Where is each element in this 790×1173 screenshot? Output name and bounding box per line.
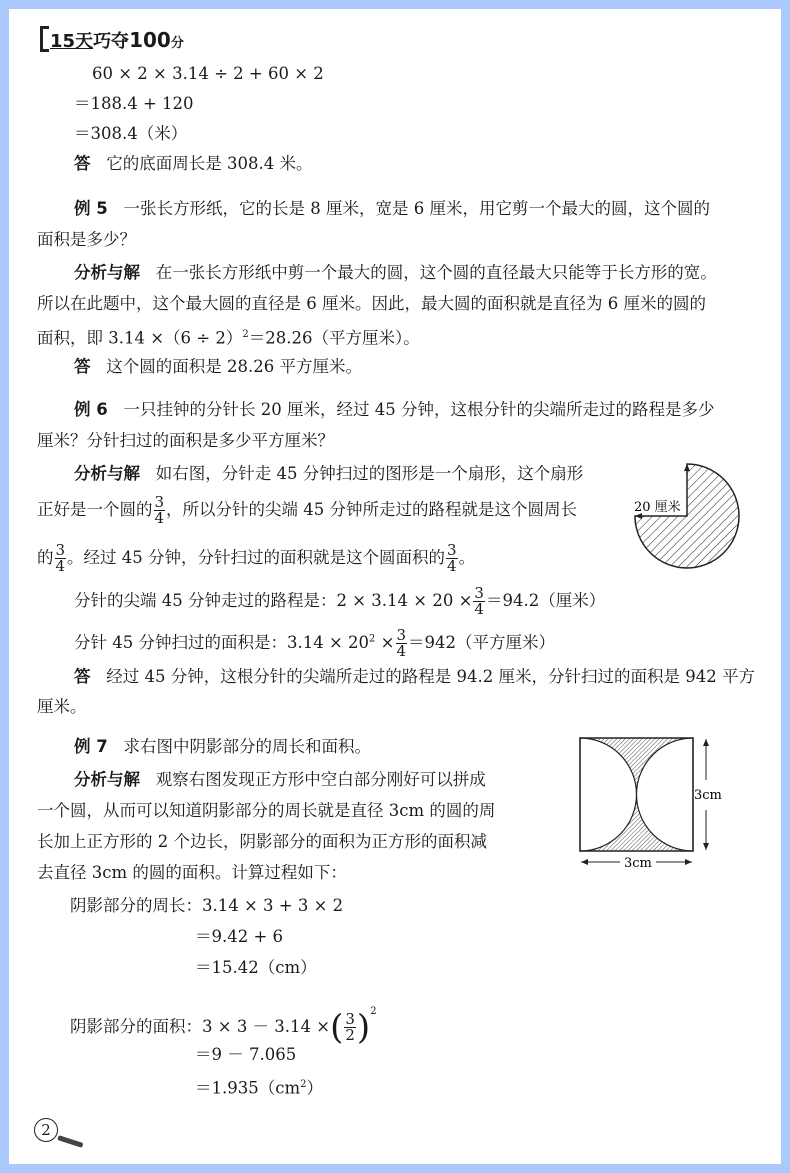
example7-analysis-line-3: 长加上正方形的 2 个边长，阴影部分的面积为正方形的面积减 xyxy=(37,832,487,851)
denominator: 4 xyxy=(396,642,407,660)
example5-analysis-line-3 xyxy=(37,325,420,349)
prev-answer xyxy=(74,154,312,174)
example7-analysis-line-1 xyxy=(74,770,486,790)
area-calc-line-1 xyxy=(70,1002,377,1048)
exponent: 2 xyxy=(370,1006,377,1017)
denominator: 4 xyxy=(55,557,66,575)
fraction-three-quarters xyxy=(396,628,408,659)
example6-question-line-1 xyxy=(74,400,714,420)
example6-calc-2 xyxy=(74,628,555,659)
example5-analysis-line-1 xyxy=(74,263,717,283)
area-result: ＝1.935（cm xyxy=(195,1078,301,1098)
example6-label: 例 6 xyxy=(74,400,108,419)
example5-question-line-2: 面积是多少？ xyxy=(37,230,136,249)
prev-calc-line-2: ＝188.4 + 120 xyxy=(74,94,194,113)
analysis-formula: 面积，即 3.14 ×（6 ÷ 2） xyxy=(37,328,243,348)
fraction-three-quarters xyxy=(473,586,485,617)
analysis-result: ＝28.26（平方厘米）。 xyxy=(248,328,420,348)
example5-question-line-1 xyxy=(74,199,710,219)
arrow-down-icon xyxy=(703,843,709,850)
fraction-three-quarters xyxy=(446,543,458,574)
fraction-three-quarters xyxy=(55,543,67,574)
area-label: 阴影部分的面积： xyxy=(70,1017,202,1036)
answer-label: 答 xyxy=(74,357,91,376)
calc-text: 分针的尖端 45 分钟走过的路程是：2 × 3.14 × 20 × xyxy=(74,591,473,610)
logo-text: 巧夺 xyxy=(93,31,130,52)
perimeter-formula: 3.14 × 3 + 3 × 2 xyxy=(202,896,344,915)
denominator: 4 xyxy=(154,509,165,527)
example7-label: 例 7 xyxy=(74,737,108,756)
numerator: 3 xyxy=(396,626,407,644)
denominator: 2 xyxy=(345,1026,355,1044)
analysis-label: 分析与解 xyxy=(74,263,140,282)
fraction-three-quarters xyxy=(154,495,166,526)
right-paren: ) xyxy=(356,1007,371,1048)
analysis-text: 的 xyxy=(37,548,54,567)
calc-text: 分针 45 分钟扫过的面积是：3.14 × 20 xyxy=(74,633,370,652)
calc-text: × xyxy=(375,633,395,652)
perimeter-calc-line-2: ＝9.42 + 6 xyxy=(195,927,284,946)
calc-result: ＝942（平方厘米） xyxy=(408,633,556,652)
numerator: 3 xyxy=(154,493,165,511)
arrow-right-icon xyxy=(685,859,692,865)
area-calc-line-2: ＝9 － 7.065 xyxy=(195,1045,297,1064)
denominator: 4 xyxy=(474,600,484,618)
example6-question-line-2: 厘米？分针扫过的面积是多少平方厘米？ xyxy=(37,431,334,450)
example5-analysis-line-2: 所以在此题中，这个最大圆的直径是 6 厘米。因此，最大圆的面积就是直径为 6 厘米的圆的 xyxy=(37,294,706,313)
example6-answer-line-1 xyxy=(74,667,755,687)
analysis-text: 。经过 45 分钟，分针扫过的面积就是这个圆面积的 xyxy=(67,548,446,567)
answer-text: 它的底面周长是 308.4 米。 xyxy=(106,154,313,173)
example5-question-text: 一张长方形纸，它的长是 8 厘米，宽是 6 厘米，用它剪一个最大的圆，这个圆的 xyxy=(123,199,710,218)
analysis-text: ，所以分针的尖端 45 分钟所走过的路程就是这个圆周长 xyxy=(166,500,578,519)
example7-question-text: 求右图中阴影部分的周长和面积。 xyxy=(123,737,371,756)
logo-number: 100 xyxy=(129,28,171,52)
book-title-logo xyxy=(40,26,184,53)
fraction-three-halves xyxy=(344,1012,356,1043)
prev-calc-line-3: ＝308.4（米） xyxy=(74,124,188,143)
example6-analysis-line-2 xyxy=(37,495,577,526)
example7-analysis-line-4: 去直径 3cm 的圆的面积。计算过程如下： xyxy=(37,863,347,882)
example6-question-text: 一只挂钟的分针长 20 厘米，经过 45 分钟，这根分针的尖端所走过的路程是多少 xyxy=(123,400,715,419)
answer-label: 答 xyxy=(74,667,91,686)
analysis-text: 在一张长方形纸中剪一个最大的圆，这个圆的直径最大只能等于长方形的宽。 xyxy=(155,263,717,282)
arrow-left-icon xyxy=(581,859,588,865)
page-number-magnifier-icon xyxy=(34,1118,58,1142)
exponent: 2 xyxy=(300,1079,307,1090)
analysis-text: 正好是一个圆的 xyxy=(37,500,153,519)
left-paren: ( xyxy=(330,1007,344,1048)
area-calc-line-3 xyxy=(195,1075,323,1099)
example6-analysis-line-3 xyxy=(37,543,475,574)
logo-bracket-icon xyxy=(40,26,49,52)
analysis-text: 。 xyxy=(458,548,476,567)
exponent: 2 xyxy=(369,633,376,645)
answer-text: 经过 45 分钟，这根分针的尖端所走过的路程是 94.2 厘米，分针扫过的面积是 942 平方 xyxy=(106,667,755,686)
answer-text: 这个圆的面积是 28.26 平方厘米。 xyxy=(106,357,362,376)
logo-days: 15天 xyxy=(50,31,94,52)
radius-label: 20 厘米 xyxy=(634,500,681,515)
area-formula: 3 × 3 － 3.14 × xyxy=(202,1017,331,1036)
page-number: 2 xyxy=(41,1121,51,1139)
calc-result: ＝94.2（厘米） xyxy=(485,591,606,610)
example5-answer xyxy=(74,357,362,377)
exponent: 2 xyxy=(242,329,249,340)
numerator: 3 xyxy=(345,1010,355,1028)
example6-answer-line-2: 厘米。 xyxy=(37,697,87,716)
numerator: 3 xyxy=(447,541,457,559)
answer-label: 答 xyxy=(74,154,91,173)
example6-calc-1 xyxy=(74,586,605,617)
example5-label: 例 5 xyxy=(74,199,108,218)
bottom-length-label: 3cm xyxy=(624,856,652,871)
sector-shape xyxy=(635,464,739,568)
numerator: 3 xyxy=(55,541,66,559)
area-result: ） xyxy=(306,1078,323,1098)
example6-analysis-line-1 xyxy=(74,464,583,484)
logo-suffix: 分 xyxy=(170,36,184,51)
perimeter-calc-line-3: ＝15.42（cm） xyxy=(195,958,317,977)
denominator: 4 xyxy=(447,557,457,575)
example7-question xyxy=(74,737,371,757)
example7-analysis-line-2: 一个圆，从而可以知道阴影部分的周长就是直径 3cm 的圆的周 xyxy=(37,801,496,820)
analysis-text: 观察右图发现正方形中空白部分刚好可以拼成 xyxy=(155,770,486,789)
perimeter-calc-line-1 xyxy=(70,896,343,916)
perimeter-label: 阴影部分的周长： xyxy=(70,896,202,915)
side-length-label: 3cm xyxy=(694,788,722,803)
analysis-label: 分析与解 xyxy=(74,770,140,789)
prev-calc-line-1: 60 × 2 × 3.14 ÷ 2 + 60 × 2 xyxy=(92,64,324,83)
square-shaded-figure xyxy=(570,730,740,880)
arrow-up-icon xyxy=(703,739,709,746)
analysis-text: 如右图，分针走 45 分钟扫过的图形是一个扇形，这个扇形 xyxy=(155,464,584,483)
analysis-label: 分析与解 xyxy=(74,464,140,483)
clock-sector-figure xyxy=(620,455,750,585)
numerator: 3 xyxy=(474,584,484,602)
